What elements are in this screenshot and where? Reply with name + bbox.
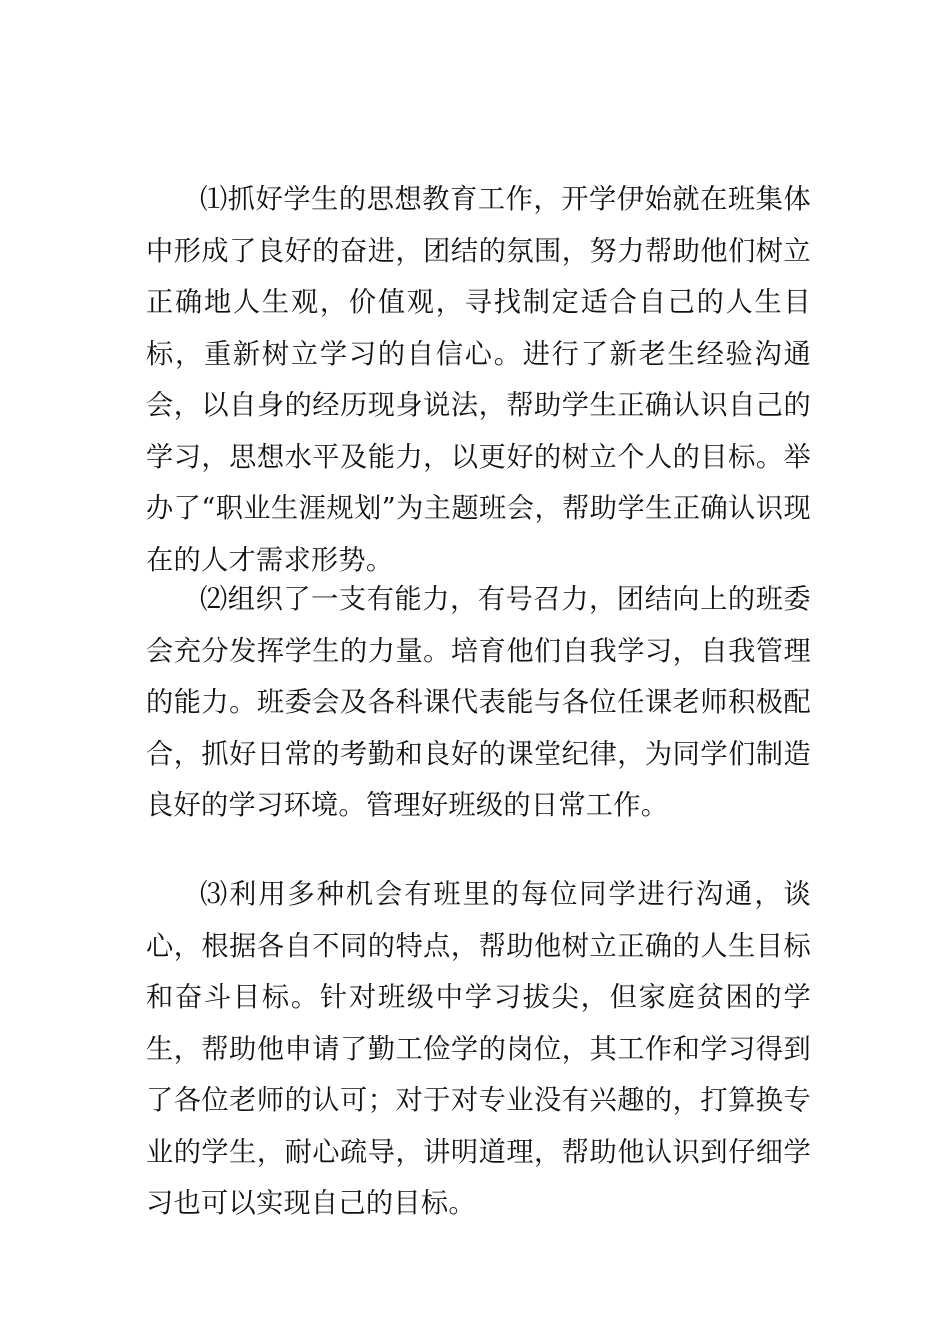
paragraph-1: ⑴抓好学生的思想教育工作，开学伊始就在班集体中形成了良好的奋进，团结的氛围，努力帮助他们树立正确地人生观，价值观，寻找制定适合自己的人生目标，重新树立学习的自信心。进行了新老生经验沟通会，以自身的经历现身说法，帮助学生正确认识自己的学习，思想水平及能力，以更好的树立个人的目标。举办了“职业生涯规划”为主题班会，帮助学生正确认识现在的人才需求形势。 (146, 184, 811, 576)
paragraph-2: ⑵组织了一支有能力，有号召力，团结向上的班委会充分发挥学生的力量。培育他们自我学习，自我管理的能力。班委会及各科课代表能与各位任课老师积极配合，抓好日常的考勤和良好的课堂纪律，为同学们制造良好的学习环境。管理好班级的日常工作。 (146, 584, 811, 821)
paragraph-3: ⑶利用多种机会有班里的每位同学进行沟通，谈心，根据各自不同的特点，帮助他树立正确的人生目标和奋斗目标。针对班级中学习拔尖，但家庭贫困的学生，帮助他申请了勤工俭学的岗位，其工作和学习得到了各位老师的认可；对于对专业没有兴趣的，打算换专业的学生，耐心疏导，讲明道理，帮助他认识到仔细学习也可以实现自己的目标。 (146, 879, 811, 1219)
